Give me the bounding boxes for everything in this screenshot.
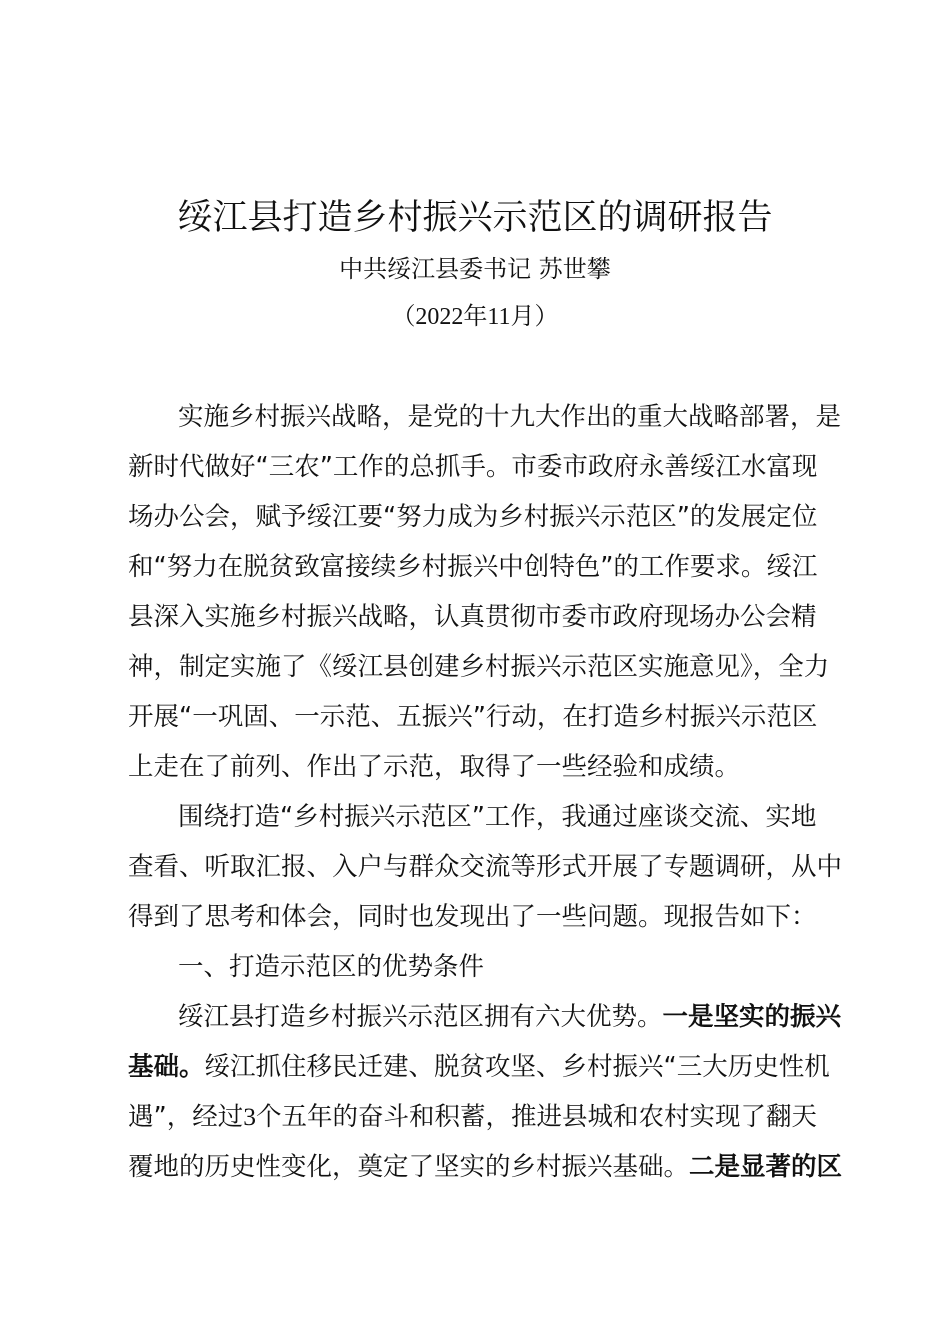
body-line: 围绕打造“乡村振兴示范区”工作，我通过座谈交流、实地	[178, 802, 817, 832]
author-line: 中共绥江县委书记 苏世攀	[339, 255, 611, 283]
body-line	[128, 1149, 950, 1185]
date-line: （2022年11月）	[391, 304, 559, 330]
body-line: 县深入实施乡村振兴战略，认真贯彻市委市政府现场办公会精	[128, 602, 817, 632]
number-text: 3	[243, 1102, 256, 1131]
body-line: 开展“一巩固、一示范、五振兴”行动，在打造乡村振兴示范区	[128, 702, 818, 732]
body-text: 遇”，经过	[128, 1102, 244, 1132]
body-line: 和“努力在脱贫致富接续乡村振兴中创特色”的工作要求。绥江	[128, 552, 818, 582]
body-line: 实施乡村振兴战略，是党的十九大作出的重大战略部署，是	[178, 402, 842, 432]
body-line: 上走在了前列、作出了示范，取得了一些经验和成绩。	[128, 752, 741, 782]
body-line	[178, 999, 950, 1035]
body-line	[128, 1099, 950, 1135]
body-text: 个五年的奋斗和积蓄，推进县城和农村实现了翻天	[255, 1102, 817, 1132]
body-text: 绥江县打造乡村振兴示范区拥有六大优势。	[178, 1002, 663, 1032]
body-line	[128, 1049, 950, 1085]
body-line: 新时代做好“三农”工作的总抓手。市委市政府永善绥江水富现	[128, 452, 818, 482]
body-line: 场办公会，赋予绥江要“努力成为乡村振兴示范区”的发展定位	[128, 502, 818, 532]
bold-emphasis: 基础。	[128, 1052, 205, 1082]
bold-emphasis: 二是显著的区	[689, 1152, 843, 1182]
body-line: 查看、听取汇报、入户与群众交流等形式开展了专题调研，从中	[128, 852, 843, 882]
body-text: 覆地的历史性变化，奠定了坚实的乡村振兴基础。	[128, 1152, 690, 1182]
bold-emphasis: 一是坚实的振兴	[662, 1002, 842, 1032]
body-line: 得到了思考和体会，同时也发现出了一些问题。现报告如下：	[128, 902, 817, 932]
body-line: 神，制定实施了《绥江县创建乡村振兴示范区实施意见》，全力	[128, 652, 830, 682]
body-text: 绥江抓住移民迁建、脱贫攻坚、乡村振兴“三大历史性机	[204, 1052, 830, 1082]
report-title: 绥江县打造乡村振兴示范区的调研报告	[177, 198, 773, 238]
section-heading: 一、打造示范区的优势条件	[178, 952, 485, 982]
